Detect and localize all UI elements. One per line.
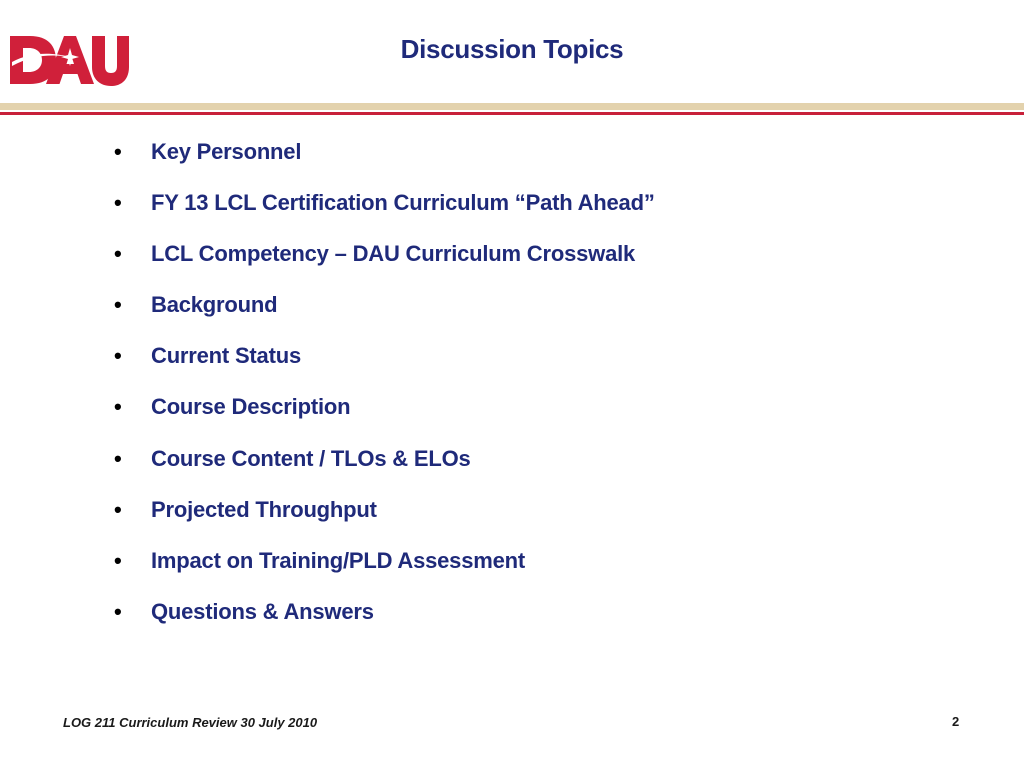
bullet-icon: • [114,292,122,318]
topic-label: Course Content / TLOs & ELOs [151,445,471,471]
bullet-icon: • [114,139,122,164]
topic-label: Projected Throughput [151,496,377,522]
topic-item [112,494,655,545]
slide-title: Discussion Topics [400,34,624,64]
topic-item [112,545,655,596]
bullet-icon: • [114,496,122,522]
bullet-icon: • [114,445,122,471]
bullet-icon: • [114,394,122,420]
bullet-icon: • [114,241,122,267]
bullet-icon: • [114,343,122,369]
topic-label: Impact on Training/PLD Assessment [151,547,526,573]
topic-item [112,136,655,187]
topic-item [112,443,655,494]
page-number: 2 [952,714,960,729]
topic-item [112,289,655,340]
topic-label: Current Status [151,343,301,369]
topic-item [112,596,655,647]
topic-item [112,238,655,289]
header-divider-red [0,112,1024,115]
bullet-icon: • [114,598,122,624]
header-divider-gold [0,103,1024,110]
topic-item [112,340,655,391]
topic-label: Questions & Answers [151,598,374,624]
topic-label: Key Personnel [151,139,302,164]
topic-label: FY 13 LCL Certification Curriculum “Path Ahead” [151,190,655,216]
topic-label: LCL Competency – DAU Curriculum Crosswalk [151,241,636,267]
bullet-icon: • [114,547,122,573]
topic-list [112,136,655,647]
footer-text: LOG 211 Curriculum Review 30 July 2010 [63,715,318,730]
topic-item [112,391,655,442]
bullet-icon: • [114,190,122,216]
topic-item [112,187,655,238]
topic-label: Background [151,292,278,318]
topic-label: Course Description [151,394,351,420]
